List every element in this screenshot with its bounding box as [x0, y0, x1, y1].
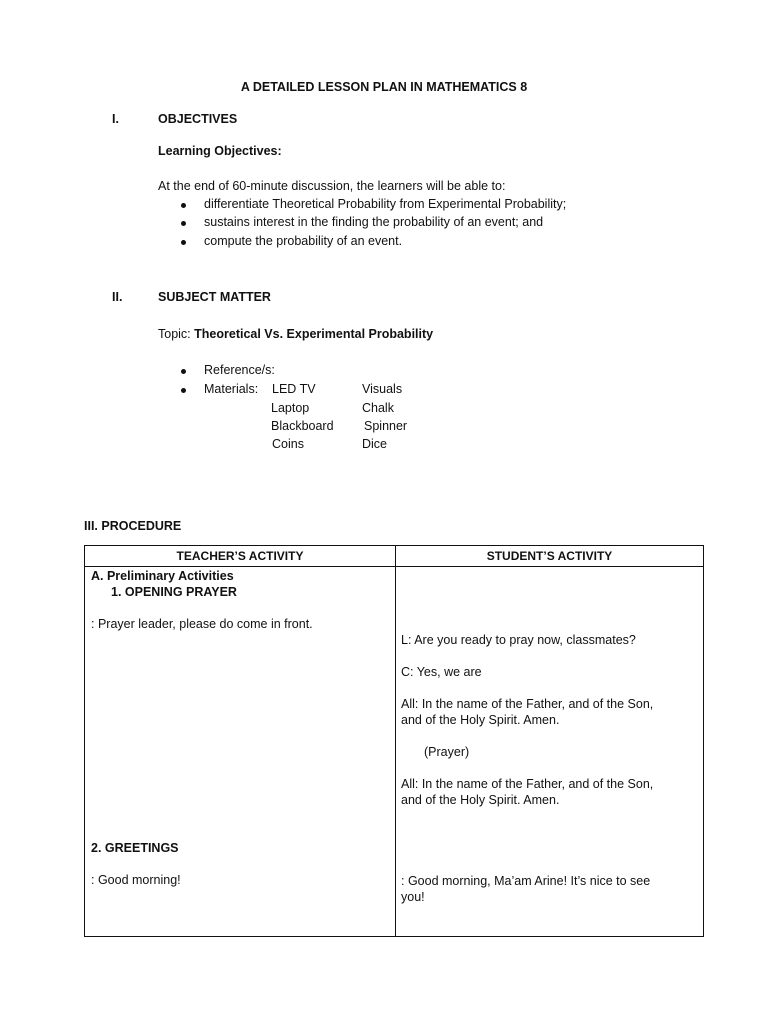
greetings-heading: 2. GREETINGS: [91, 841, 179, 855]
student-line: and of the Holy Spirit. Amen.: [401, 793, 560, 807]
learning-objectives-heading: Learning Objectives:: [158, 144, 282, 158]
teacher-line: : Prayer leader, please do come in front.: [91, 617, 313, 631]
topic-value: Theoretical Vs. Experimental Probability: [194, 327, 434, 341]
objective-item: differentiate Theoretical Probability from Experimental Probability;: [204, 197, 567, 211]
table-header-divider: [85, 566, 703, 567]
student-line: All: In the name of the Father, and of the Son,: [401, 697, 654, 711]
material-item: Visuals: [362, 382, 403, 396]
objective-item: compute the probability of an event.: [204, 234, 403, 248]
preliminary-activities-heading: A. Preliminary Activities: [91, 569, 234, 583]
student-line: (Prayer): [424, 745, 470, 759]
bullet-icon: [181, 369, 186, 374]
student-line: All: In the name of the Father, and of the Son,: [401, 777, 654, 791]
references-label: Reference/s:: [204, 363, 275, 377]
topic-label: Topic:: [158, 327, 195, 341]
section-2-numeral: II.: [112, 290, 123, 304]
student-line: L: Are you ready to pray now, classmates?: [401, 633, 636, 647]
material-item: Blackboard: [271, 419, 334, 433]
materials-label: Materials:: [204, 382, 259, 396]
material-item: Laptop: [271, 401, 310, 415]
bullet-icon: [181, 240, 186, 245]
material-item: Dice: [362, 437, 388, 451]
material-item: Chalk: [362, 401, 394, 415]
student-line: and of the Holy Spirit. Amen.: [401, 713, 560, 727]
teacher-line: : Good morning!: [91, 873, 181, 887]
material-item: Coins: [272, 437, 304, 451]
section-1-numeral: I.: [112, 112, 119, 126]
procedure-heading: III. PROCEDURE: [84, 519, 182, 533]
section-1-heading: OBJECTIVES: [158, 112, 238, 126]
student-activity-header: STUDENT’S ACTIVITY: [486, 549, 613, 563]
topic-line: [158, 327, 433, 341]
student-line: C: Yes, we are: [401, 665, 482, 679]
objective-item: sustains interest in the finding the probability of an event; and: [204, 215, 544, 229]
student-line: : Good morning, Ma’am Arine! It’s nice to see: [401, 874, 651, 888]
material-item: LED TV: [272, 382, 316, 396]
material-item: Spinner: [364, 419, 408, 433]
section-2-heading: SUBJECT MATTER: [158, 290, 271, 304]
teacher-activity-header: TEACHER’S ACTIVITY: [176, 549, 304, 563]
objectives-intro: At the end of 60-minute discussion, the learners will be able to:: [158, 179, 506, 193]
bullet-icon: [181, 221, 186, 226]
table-column-divider: [395, 546, 396, 936]
document-title: A DETAILED LESSON PLAN IN MATHEMATICS 8: [240, 80, 528, 94]
opening-prayer-heading: 1. OPENING PRAYER: [111, 585, 237, 599]
student-line: you!: [401, 890, 425, 904]
bullet-icon: [181, 203, 186, 208]
procedure-table: [84, 545, 704, 937]
bullet-icon: [181, 388, 186, 393]
